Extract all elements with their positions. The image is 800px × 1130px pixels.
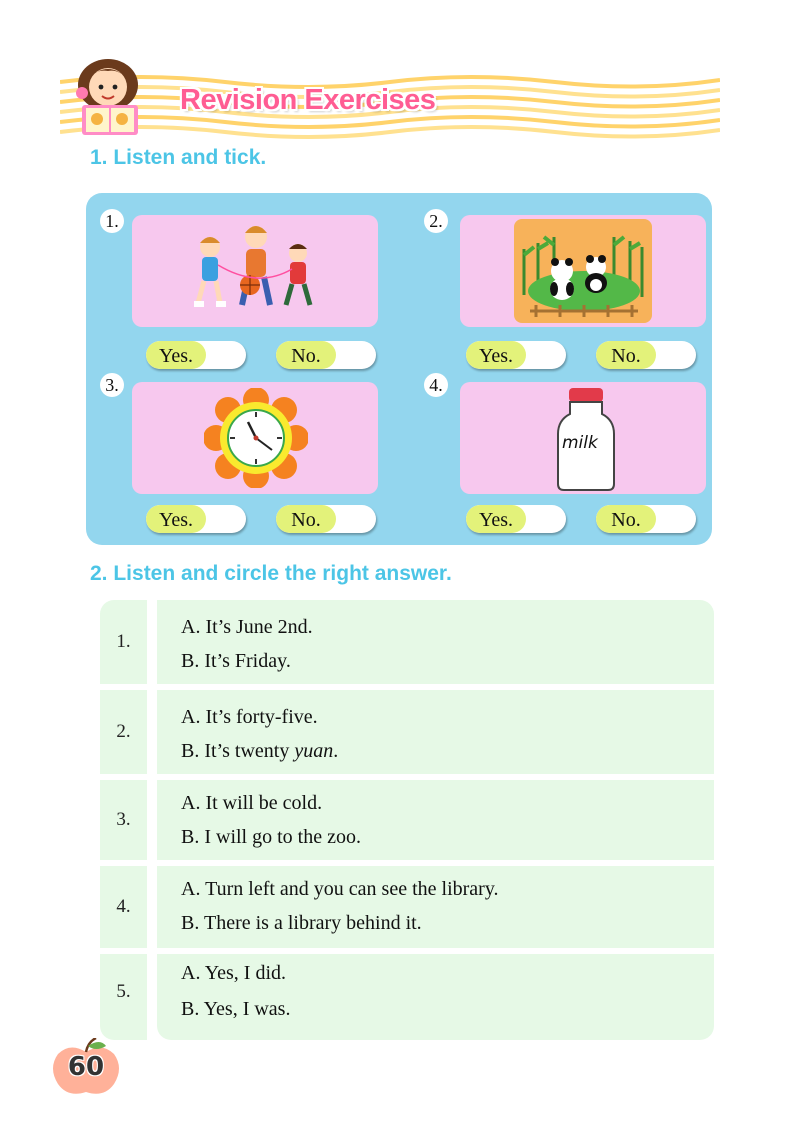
option-a[interactable]: A. Yes, I did. — [181, 962, 287, 984]
answer-row-3 — [157, 780, 714, 860]
yes-label: Yes. — [146, 505, 206, 533]
answer-row-5 — [157, 954, 714, 1040]
header — [0, 0, 800, 150]
page-number: 60 — [67, 1052, 105, 1082]
no-label: No. — [276, 505, 336, 533]
option-b-suffix: . — [333, 740, 339, 762]
picture-card-2 — [460, 215, 706, 327]
option-b[interactable]: B. Yes, I was. — [181, 998, 291, 1020]
page-number-badge — [50, 1038, 122, 1098]
picture-card-3 — [132, 382, 378, 494]
option-a[interactable]: A. Turn left and you can see the library. — [181, 878, 499, 900]
picture-card-4 — [460, 382, 706, 494]
question-number-5: 5. — [100, 954, 147, 1040]
page-title: Revision Exercises — [180, 84, 436, 116]
option-b[interactable]: B. I will go to the zoo. — [181, 826, 361, 848]
option-a[interactable]: A. It will be cold. — [181, 792, 323, 814]
question-number-1: 1. — [100, 600, 147, 684]
yes-label: Yes. — [466, 341, 526, 369]
option-a[interactable]: A. It’s June 2nd. — [181, 616, 313, 638]
option-b[interactable]: B. There is a library behind it. — [181, 912, 422, 934]
option-b[interactable]: B. It’s Friday. — [181, 650, 291, 672]
answer-row-1 — [157, 600, 714, 684]
no-label: No. — [276, 341, 336, 369]
item-number-2: 2. — [424, 209, 448, 233]
flower-clock-icon — [204, 388, 308, 488]
option-b-text: B. It’s twenty — [181, 740, 295, 762]
no-label: No. — [596, 505, 656, 533]
question-number-3: 3. — [100, 780, 147, 860]
pandas-in-bamboo-icon — [514, 219, 654, 325]
yes-option-2[interactable] — [466, 341, 566, 369]
yes-option-4[interactable] — [466, 505, 566, 533]
item-number-4: 4. — [424, 373, 448, 397]
no-option-3[interactable] — [276, 505, 376, 533]
children-playing-icon — [188, 219, 328, 323]
milk-bottle-icon — [556, 386, 616, 492]
no-option-1[interactable] — [276, 341, 376, 369]
yes-option-3[interactable] — [146, 505, 246, 533]
listen-and-tick-panel — [86, 193, 712, 545]
option-b-italic-word: yuan — [294, 740, 334, 762]
answer-row-4 — [157, 866, 714, 948]
section-2-heading: 2. Listen and circle the right answer. — [90, 562, 452, 585]
yes-label: Yes. — [146, 341, 206, 369]
option-a[interactable]: A. It’s forty-five. — [181, 706, 318, 728]
option-b[interactable] — [181, 740, 338, 763]
yes-label: Yes. — [466, 505, 526, 533]
section-1-heading: 1. Listen and tick. — [90, 146, 267, 169]
milk-label: milk — [562, 433, 598, 453]
question-number-4: 4. — [100, 866, 147, 948]
no-label: No. — [596, 341, 656, 369]
answer-row-2 — [157, 690, 714, 774]
picture-card-1 — [132, 215, 378, 327]
no-option-2[interactable] — [596, 341, 696, 369]
yes-option-1[interactable] — [146, 341, 246, 369]
question-number-2: 2. — [100, 690, 147, 774]
girl-reading-icon — [70, 55, 152, 137]
no-option-4[interactable] — [596, 505, 696, 533]
item-number-3: 3. — [100, 373, 124, 397]
item-number-1: 1. — [100, 209, 124, 233]
